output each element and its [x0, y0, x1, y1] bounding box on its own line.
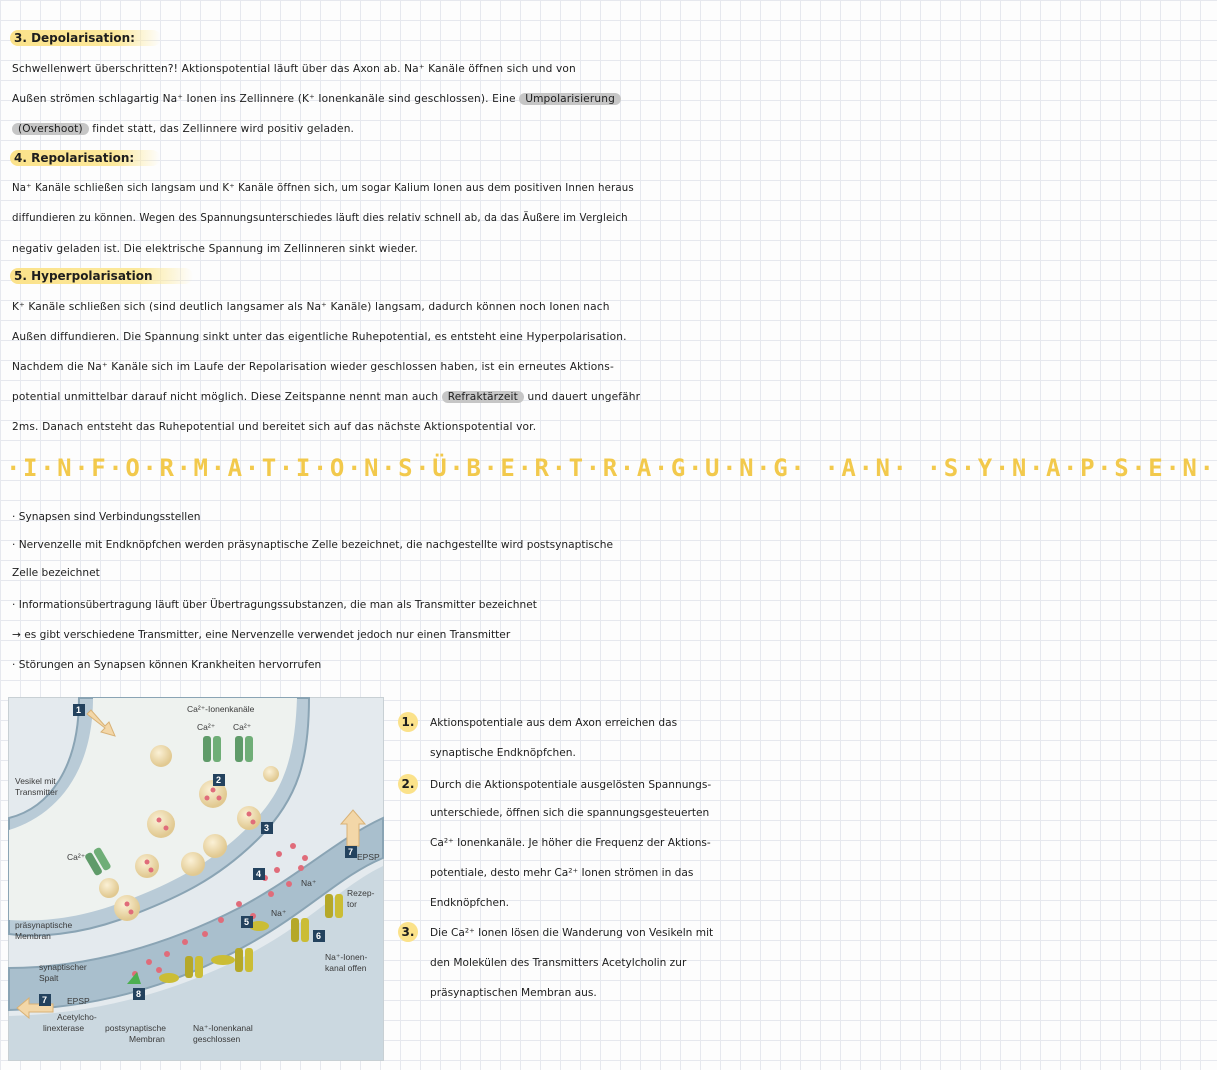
depol-line-2 — [12, 92, 820, 106]
bullet-4: · Störungen an Synapsen können Krankheiten hervorrufen — [12, 659, 322, 671]
label-acetyl-1: Acetylcho- — [57, 1012, 97, 1022]
label-vesikel-1: Vesikel mit — [15, 776, 56, 786]
step-3-line-2: den Molekülen des Transmitters Acetylcholin zur — [430, 957, 687, 969]
label-rezeptor-1: Rezep- — [347, 888, 375, 898]
badge-7-left: 7 — [42, 995, 48, 1005]
depol-line-3 — [12, 122, 820, 136]
label-rezeptor-2: tor — [347, 899, 357, 909]
label-spalt-1: synaptischer — [39, 962, 87, 972]
synapse-illustration — [9, 698, 383, 1060]
step-3-line-1: Die Ca²⁺ Ionen lösen die Wanderung von Vesikeln mit — [430, 927, 714, 939]
badge-1: 1 — [76, 705, 82, 715]
bullet-arrow: → es gibt verschiedene Transmitter, eine Nervenzelle verwendet jedoch nur einen Transmitter — [12, 629, 511, 641]
badge-5: 5 — [244, 917, 250, 927]
step-2-line-2: unterschiede, öffnen sich die spannungsgesteuerten — [430, 807, 710, 819]
badge-3: 3 — [264, 823, 270, 833]
label-epsp-right: EPSP — [357, 852, 380, 862]
step-2-line-1: Durch die Aktionspotentiale ausgelösten Spannungs- — [430, 779, 712, 791]
heading-depolarisation: 3. Depolarisation: — [10, 30, 161, 46]
bullet-2-cont: Zelle bezeichnet — [12, 567, 100, 579]
label-praesyn-2: Membran — [15, 931, 51, 941]
hyper-line-2: Außen diffundieren. Die Spannung sinkt unter das eigentliche Ruhepotential, es entsteht eine Hyperpolarisation. — [12, 331, 627, 343]
highlight-refraktaerzeit: Refraktärzeit — [442, 391, 524, 403]
step-2-line-4: potentiale, desto mehr Ca²⁺ Ionen strömen in das — [430, 867, 694, 879]
label-na-closed-2: geschlossen — [193, 1034, 241, 1044]
bullet-3: · Informationsübertragung läuft über Übertragungssubstanzen, die man als Transmitter bezeichnet — [12, 599, 537, 611]
hyper-line-4 — [12, 390, 820, 404]
label-praesyn-1: präsynaptische — [15, 920, 73, 930]
step-3-line-3: präsynaptischen Membran aus. — [430, 987, 597, 999]
step-1-line-2: synaptische Endknöpfchen. — [430, 747, 576, 759]
label-postsyn-1: postsynaptische — [105, 1023, 166, 1033]
label-ca-1: Ca²⁺ — [197, 722, 216, 732]
hyper-line-4b: und dauert ungefähr — [527, 391, 641, 403]
synapse-figure — [8, 697, 384, 1061]
step-1-number: 1. — [398, 712, 418, 732]
step-2-line-3: Ca²⁺ Ionenkanäle. Je höher die Frequenz der Aktions- — [430, 837, 711, 849]
badge-6: 6 — [316, 931, 322, 941]
heading-repolarisation: 4. Repolarisation: — [10, 150, 160, 166]
repol-line-1: Na⁺ Kanäle schließen sich langsam und K⁺ Kanäle öffnen sich, um sogar Kalium Ionen aus dem positiven Innen heraus — [12, 183, 634, 194]
step-2-line-5: Endknöpfchen. — [430, 897, 510, 909]
badge-7-right: 7 — [348, 847, 354, 857]
repol-line-2: diffundieren zu können. Wegen des Spannungsunterschiedes läuft dies relativ schnell ab, da das Äußere im Vergleich — [12, 213, 628, 224]
label-ca-3: Ca²⁺ — [67, 852, 86, 862]
hyper-line-4a: potential unmittelbar darauf nicht möglich. Diese Zeitspanne nennt man auch — [12, 391, 439, 403]
depol-line-1: Schwellenwert überschritten?! Aktionspotential läuft über das Axon ab. Na⁺ Kanäle öffnen sich und von — [12, 63, 576, 75]
label-ca-channels: Ca²⁺-Ionenkanäle — [187, 704, 255, 714]
label-ca-2: Ca²⁺ — [233, 722, 252, 732]
label-spalt-2: Spalt — [39, 973, 59, 983]
label-epsp-left: EPSP — [67, 996, 90, 1006]
step-1-line-1: Aktionspotentiale aus dem Axon erreichen das — [430, 717, 678, 729]
heading-hyperpolarisation: 5. Hyperpolarisation — [10, 268, 193, 284]
label-na-open-1: Na⁺-Ionen- — [325, 952, 368, 962]
label-na-open-2: kanal offen — [325, 963, 367, 973]
badge-8: 8 — [136, 989, 142, 999]
depol-line-3-text: findet statt, das Zellinnere wird positiv geladen. — [92, 123, 355, 135]
bullet-2: · Nervenzelle mit Endknöpfchen werden präsynaptische Zelle bezeichnet, die nachgestellte wird postsynaptische — [12, 539, 613, 551]
bullet-1: · Synapsen sind Verbindungsstellen — [12, 511, 201, 523]
label-na-1: Na⁺ — [301, 878, 317, 888]
hyper-line-1: K⁺ Kanäle schließen sich (sind deutlich langsamer als Na⁺ Kanäle) langsam, dadurch können noch Ionen nach — [12, 301, 610, 313]
label-na-closed-1: Na⁺-Ionenkanal — [193, 1023, 253, 1033]
label-postsyn-2: Membran — [129, 1034, 165, 1044]
step-3-number: 3. — [398, 922, 418, 942]
highlight-overshoot: (Overshoot) — [12, 123, 89, 135]
highlight-umpolarisierung: Umpolarisierung — [519, 93, 621, 105]
label-na-2: Na⁺ — [271, 908, 287, 918]
badge-4: 4 — [256, 869, 262, 879]
step-2-number: 2. — [398, 774, 418, 794]
repol-line-3: negativ geladen ist. Die elektrische Spannung im Zellinneren sinkt wieder. — [12, 243, 418, 255]
section-title: ·I·N·F·O·R·M·A·T·I·O·N·S·Ü·B·E·R·T·R·A·G·U·N·G· ·A·N· ·S·Y·N·A·P·S·E·N· — [6, 454, 1217, 482]
hyper-line-5: 2ms. Danach entsteht das Ruhepotential und bereitet sich auf das nächste Aktionspotential vor. — [12, 421, 537, 433]
label-acetyl-2: linexterase — [43, 1023, 85, 1033]
hyper-line-3: Nachdem die Na⁺ Kanäle sich im Laufe der Repolarisation wieder geschlossen haben, ist ein erneutes Aktions- — [12, 361, 614, 373]
label-vesikel-2: Transmitter — [15, 787, 58, 797]
depol-line-2-text: Außen strömen schlagartig Na⁺ Ionen ins Zellinnere (K⁺ Ionenkanäle sind geschlossen). Eine — [12, 93, 516, 105]
badge-2: 2 — [216, 775, 222, 785]
